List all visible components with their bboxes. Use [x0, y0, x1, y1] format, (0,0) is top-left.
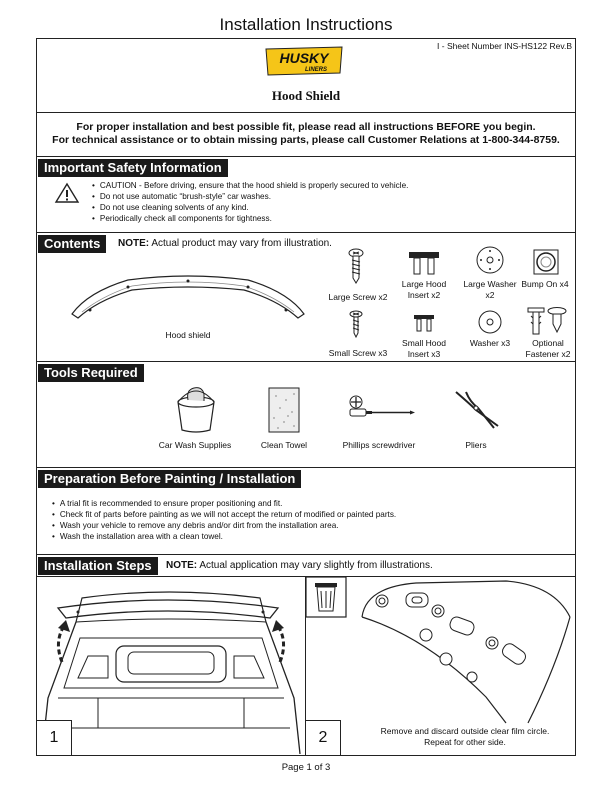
intro-text [37, 121, 575, 147]
step1-number: 1 [36, 720, 72, 756]
note-text: Actual application may vary slightly from illustrations. [199, 560, 433, 571]
part-label: Large Washer x2 [463, 279, 517, 300]
steps-heading: Installation Steps [38, 557, 158, 575]
small-hood-insert-icon [413, 314, 435, 332]
part-label: Small Hood Insert x3 [402, 338, 446, 359]
step2-caption [355, 726, 575, 748]
part-label: Large Hood Insert x2 [401, 279, 447, 300]
sheet-number: I - Sheet Number INS-HS122 Rev.B [437, 41, 572, 51]
divider [36, 232, 576, 233]
tool-label: Pliers [465, 440, 487, 450]
small-screw-icon [348, 310, 364, 338]
part-label: Large Screw x2 [328, 292, 388, 302]
screwdriver-icon [346, 394, 416, 418]
bucket-icon [174, 384, 218, 434]
safety-item: • Do not use cleaning solvents of any kind. [92, 202, 408, 213]
steps-note [166, 560, 433, 571]
part-label: Optional Fastener x2 [525, 338, 571, 359]
part-label: Bump On x4 [521, 279, 569, 289]
divider [36, 554, 576, 555]
optional-fastener-icon [526, 306, 568, 336]
divider [36, 361, 576, 362]
part-label: Washer x3 [469, 338, 511, 348]
tool-label: Car Wash Supplies [158, 440, 232, 450]
safety-heading: Important Safety Information [38, 159, 228, 177]
contents-note [118, 238, 332, 249]
pliers-icon [454, 390, 500, 430]
safety-item: • Periodically check all components for tightness. [92, 213, 408, 224]
step2-illustration [306, 577, 576, 725]
tool-label: Clean Towel [260, 440, 308, 450]
safety-list [92, 180, 408, 224]
part-label: Small Screw x3 [328, 348, 388, 358]
large-screw-icon [346, 248, 366, 284]
bump-on-icon [533, 249, 559, 275]
warning-triangle-icon [54, 182, 80, 204]
document-title: Installation Instructions [219, 15, 393, 34]
intro-line-1: For proper installation and best possible fit, please read all instructions BEFORE you begin. [76, 121, 536, 133]
note-text: Actual product may vary from illustration. [151, 238, 332, 249]
towel-icon [266, 386, 302, 434]
safety-item: • CAUTION - Before driving, ensure that the hood shield is properly secured to vehicle. [92, 180, 408, 191]
hood-shield-label: Hood shield [165, 330, 211, 340]
step1-car-illustration [38, 578, 304, 754]
divider [36, 156, 576, 157]
large-hood-insert-icon [408, 250, 440, 276]
note-label: NOTE: [118, 238, 150, 249]
intro-line-2: For technical assistance or to obtain missing parts, please call Customer Relations at 1-800-344-8759. [52, 134, 560, 146]
husky-liners-logo [264, 45, 344, 77]
preparation-item: • Check fit of parts before painting as we will not accept the return of modified or painted parts. [52, 509, 396, 520]
page-footer: Page 1 of 3 [281, 762, 331, 773]
divider [36, 467, 576, 468]
step2-number: 2 [305, 720, 341, 756]
preparation-list [52, 498, 396, 542]
tool-label: Phillips screwdriver [342, 440, 416, 450]
preparation-item: • Wash the installation area with a clean towel. [52, 531, 396, 542]
logo-text: HUSKY [279, 50, 329, 66]
note-label: NOTE: [166, 560, 198, 571]
preparation-item: • A trial fit is recommended to ensure proper positioning and fit. [52, 498, 396, 509]
safety-item: • Do not use automatic “brush-style” car washes. [92, 191, 408, 202]
large-washer-icon [476, 246, 504, 274]
product-name: Hood Shield [271, 88, 341, 103]
divider [36, 112, 576, 113]
step2-caption-line2: Repeat for other side. [424, 737, 506, 747]
tools-heading: Tools Required [38, 364, 144, 382]
preparation-heading: Preparation Before Painting / Installation [38, 470, 301, 488]
hood-shield-icon [68, 272, 308, 328]
logo-subtext: LINERS [304, 67, 328, 73]
step2-caption-line1: Remove and discard outside clear film circle. [380, 726, 550, 736]
contents-heading: Contents [38, 235, 106, 253]
washer-icon [478, 310, 502, 334]
preparation-item: • Wash your vehicle to remove any debris and/or dirt from the installation area. [52, 520, 396, 531]
